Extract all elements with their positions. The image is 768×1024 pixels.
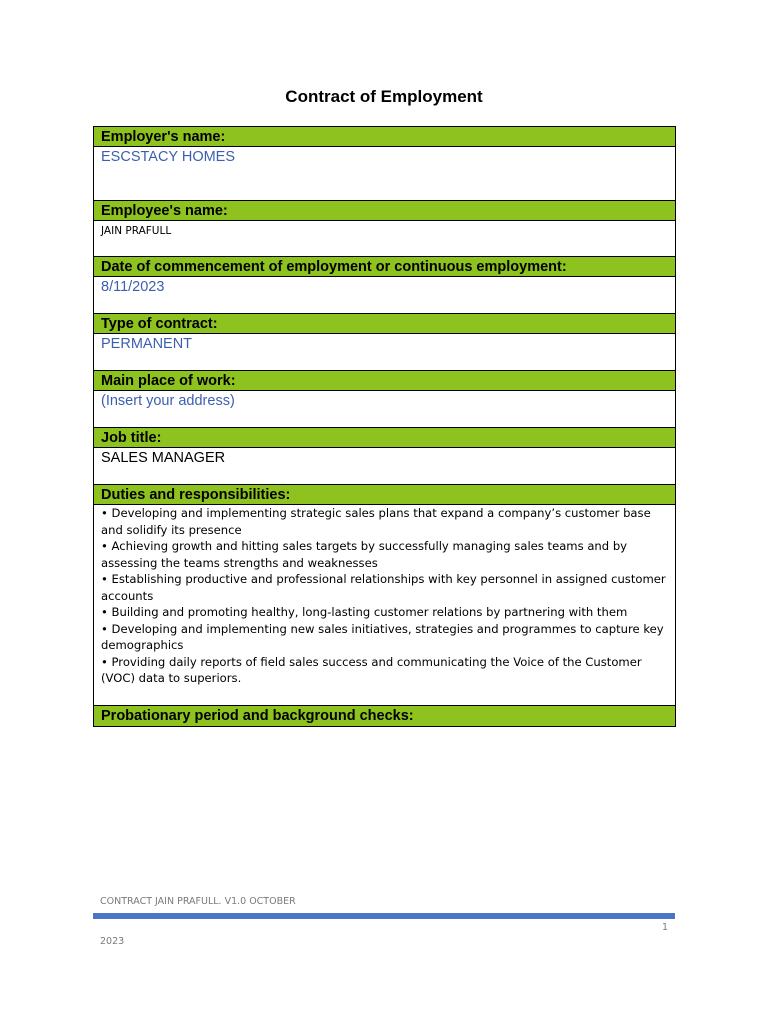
contract-type-label: Type of contract: [94, 314, 675, 334]
contract-form [93, 126, 676, 727]
place-of-work-value: (Insert your address) [94, 391, 675, 428]
job-title-value: SALES MANAGER [94, 448, 675, 485]
duties-label: Duties and responsibilities: [94, 485, 675, 505]
footer-document-reference: CONTRACT JAIN PRAFULL. V1.0 OCTOBER [100, 896, 296, 907]
place-of-work-label: Main place of work: [94, 371, 675, 391]
footer-divider-bar [93, 913, 675, 919]
page-number: 1 [662, 922, 669, 933]
employee-value: JAIN PRAFULL [94, 221, 675, 257]
commencement-value: 8/11/2023 [94, 277, 675, 314]
duty-item: • Achieving growth and hitting sales targets by successfully managing sales teams and by assessing the teams strengths and weaknesses [101, 539, 628, 570]
duty-item: • Building and promoting healthy, long-lasting customer relations by partnering with them [101, 605, 628, 619]
contract-type-value: PERMANENT [94, 334, 675, 371]
duty-item: • Establishing productive and professional relationships with key personnel in assigned customer accounts [101, 572, 666, 603]
duties-list [94, 505, 675, 706]
footer-year: 2023 [100, 936, 125, 947]
duty-item: • Developing and implementing new sales initiatives, strategies and programmes to capture key demographics [101, 621, 664, 652]
job-title-label: Job title: [94, 428, 675, 448]
employee-label: Employee's name: [94, 201, 675, 221]
commencement-label: Date of commencement of employment or continuous employment: [94, 257, 675, 277]
employer-value: ESCSTACY HOMES [94, 147, 675, 201]
employer-label: Employer's name: [94, 127, 675, 147]
document-title: Contract of Employment [285, 87, 483, 106]
duty-item: • Developing and implementing strategic sales plans that expand a company’s customer base and solidify its presence [101, 506, 651, 537]
duty-item: • Providing daily reports of field sales success and communicating the Voice of the Customer (VOC) data to superiors. [101, 654, 642, 685]
probation-label: Probationary period and background checks: [94, 706, 675, 726]
